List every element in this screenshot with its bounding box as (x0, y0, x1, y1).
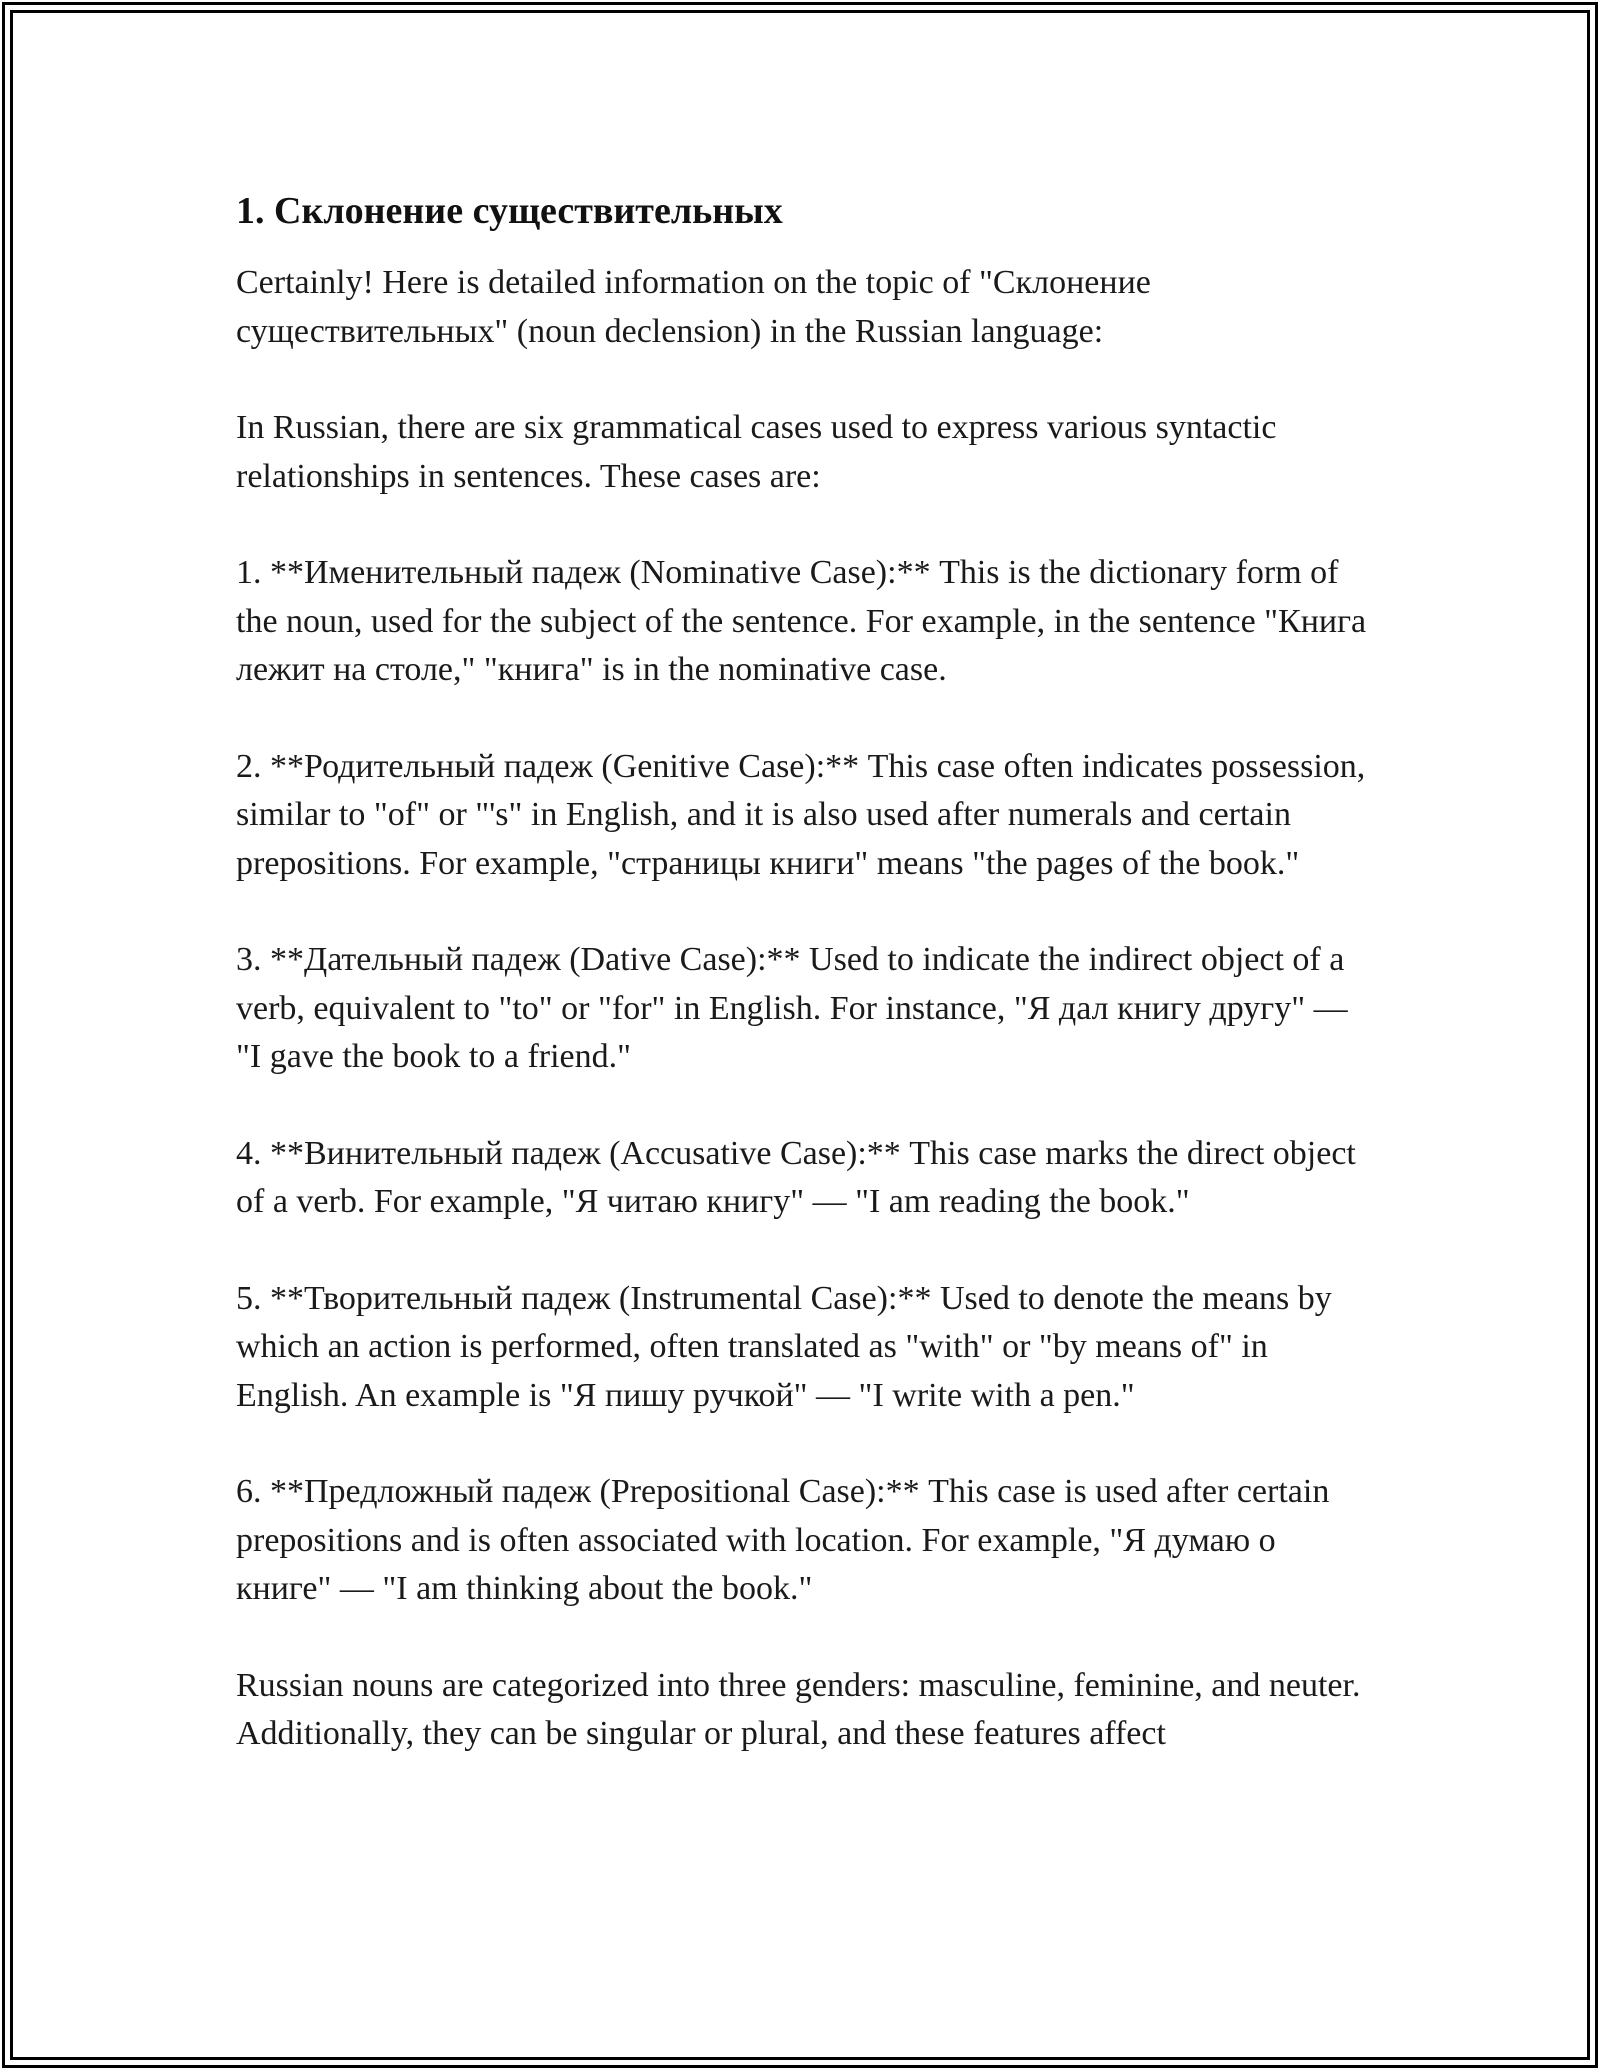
instrumental-case-paragraph: 5. **Творительный падеж (Instrumental Case):** Used to denote the means by which an action is performed, often translated as "with" or "by means of" in English. An example is "Я пишу ручкой" — "I write with a pen." (236, 1279, 1332, 1414)
nominative-case-paragraph: 1. **Именительный падеж (Nominative Case):** This is the dictionary form of the noun, used for the subject of the sentence. For example, in the sentence "Книга лежит на столе," "книга" is in the nominative case. (236, 554, 1367, 688)
document-body (236, 187, 1376, 1807)
genders-paragraph: Russian nouns are categorized into three genders: masculine, feminine, and neuter. Additionally, they can be singular or plural, and these features affect (236, 1666, 1361, 1752)
dative-case-paragraph: 3. **Дательный падеж (Dative Case):** Used to indicate the indirect object of a verb, equivalent to "to" or "for" in English. For instance, "Я дал книгу другу" — "I gave the book to a friend." (236, 941, 1348, 1075)
intro-paragraph: Certainly! Here is detailed information on the topic of "Склонение существительных" (noun declension) in the Russian language: (236, 264, 1151, 350)
section-heading: 1. Склонение существительных (236, 190, 783, 232)
prepositional-case-paragraph: 6. **Предложный падеж (Prepositional Case):** This case is used after certain prepositions and is often associated with location. For example, "Я думаю о книге" — "I am thinking about the book." (236, 1473, 1330, 1607)
accusative-case-paragraph: 4. **Винительный падеж (Accusative Case):** This case marks the direct object of a verb. For example, "Я читаю книгу" — "I am reading the book." (236, 1134, 1356, 1220)
cases-overview-paragraph: In Russian, there are six grammatical cases used to express various syntactic relationships in sentences. These cases are: (236, 409, 1277, 495)
genitive-case-paragraph: 2. **Родительный падеж (Genitive Case):** This case often indicates possession, similar to "of" or "'s" in English, and it is also used after numerals and certain prepositions. For example, "страницы книги" means "the pages of the book." (236, 747, 1366, 882)
